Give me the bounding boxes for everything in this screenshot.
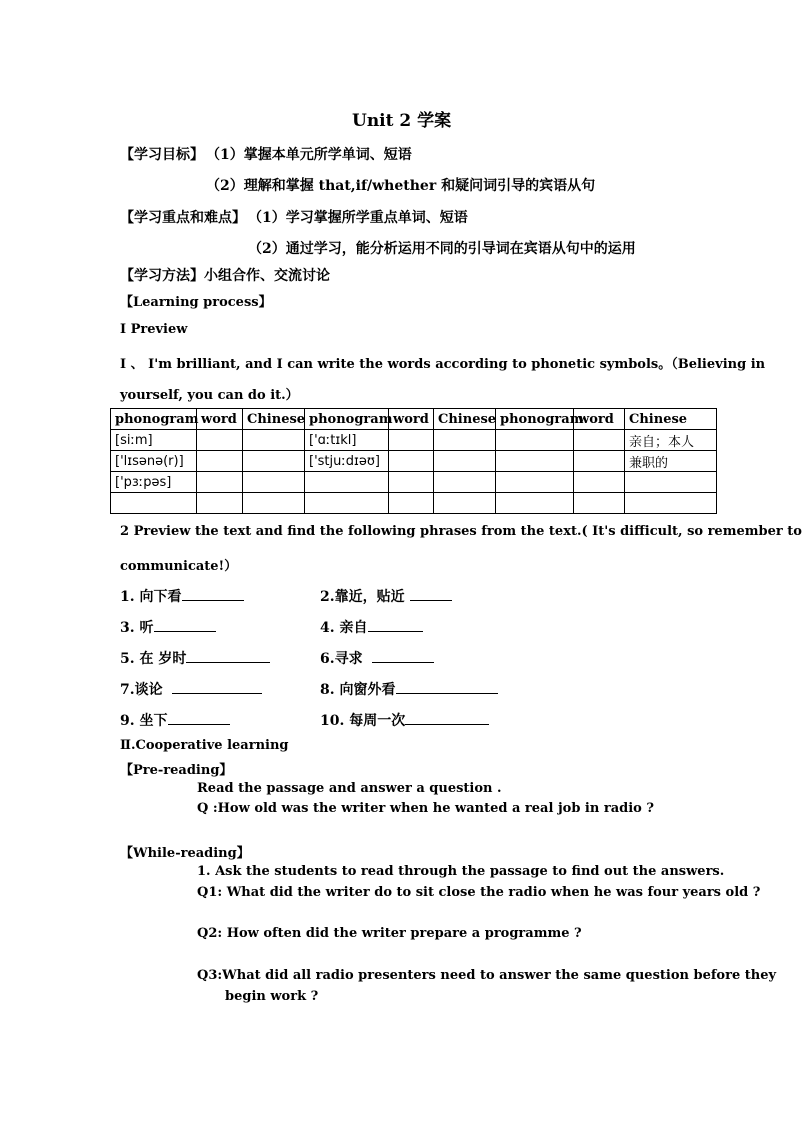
cooperative-learning-heading: Ⅱ.Cooperative learning [120, 738, 289, 753]
table-cell[interactable] [625, 493, 717, 514]
goals-label: 【学习目标】 [120, 147, 204, 163]
table-cell[interactable] [574, 430, 625, 451]
goals-item-1: （1）掌握本单元所学单词、短语 [206, 147, 412, 163]
phrase-label: 4. 亲自 [320, 620, 368, 636]
table-cell[interactable] [496, 430, 574, 451]
prereading-label: 【Pre-reading】 [120, 763, 233, 778]
table-cell[interactable] [625, 472, 717, 493]
answer-blank[interactable] [168, 712, 230, 725]
phrase-item [320, 679, 498, 699]
table-cell[interactable] [197, 493, 243, 514]
table-cell[interactable] [574, 493, 625, 514]
keypoints-item-1: （1）学习掌握所学重点单词、短语 [248, 210, 468, 226]
answer-blank[interactable] [405, 712, 489, 725]
table-cell[interactable] [574, 472, 625, 493]
table-cell: ['ɑːtɪkl] [305, 430, 389, 451]
table-header-cell: word [574, 409, 625, 430]
task1-line-1: Ⅰ 、 I'm brilliant, and I can write the words according to phonetic symbols。（Believing in [120, 357, 766, 372]
table-cell[interactable] [305, 493, 389, 514]
table-cell: 亲自；本人 [625, 430, 717, 451]
table-cell[interactable] [434, 493, 496, 514]
table-cell: [siːm] [111, 430, 197, 451]
table-header-cell: phonogram [305, 409, 389, 430]
question-q3-line-1: Q3:What did all radio presenters need to answer the same question before they [197, 968, 777, 983]
question-q2: Q2: How often did the writer prepare a programme ? [197, 926, 582, 941]
phonogram-table [110, 408, 717, 514]
table-row [111, 451, 717, 472]
table-row [111, 430, 717, 451]
prereading-question: Q :How old was the writer when he wanted a real job in radio ? [197, 801, 654, 816]
page-title: Unit 2 学案 [352, 111, 452, 131]
phrase-item [120, 617, 216, 637]
table-cell[interactable] [243, 472, 305, 493]
phrase-item [320, 648, 434, 668]
answer-blank[interactable] [410, 588, 452, 601]
table-cell[interactable] [305, 472, 389, 493]
table-header-cell: word [389, 409, 434, 430]
task2-line-1: 2 Preview the text and find the following phrases from the text.( It's difficult, so remember to [120, 524, 802, 539]
keypoints-item-2: （2）通过学习，能分析运用不同的引导词在宾语从句中的运用 [248, 241, 636, 257]
answer-blank[interactable] [172, 681, 262, 694]
task2-line-2: communicate!） [120, 559, 238, 574]
table-cell[interactable] [389, 472, 434, 493]
whilereading-label: 【While-reading】 [120, 846, 250, 861]
table-cell[interactable] [389, 430, 434, 451]
table-cell[interactable] [434, 451, 496, 472]
phrase-label: 10. 每周一次 [320, 713, 406, 729]
table-header-cell: phonogram [111, 409, 197, 430]
question-q1: Q1: What did the writer do to sit close the radio when he was four years old ? [197, 885, 761, 900]
table-cell[interactable] [243, 430, 305, 451]
phrase-item [320, 710, 489, 730]
table-cell[interactable] [389, 493, 434, 514]
table-cell[interactable] [434, 430, 496, 451]
table-cell[interactable] [389, 451, 434, 472]
answer-blank[interactable] [396, 681, 498, 694]
table-cell[interactable] [496, 451, 574, 472]
table-header-cell: Chinese [434, 409, 496, 430]
learning-process-heading: 【Learning process】 [120, 295, 272, 310]
phrase-label: 2.靠近，贴近 [320, 589, 405, 605]
table-header-cell: Chinese [243, 409, 305, 430]
goals-item-2: （2）理解和掌握 that,if/whether 和疑问词引导的宾语从句 [206, 178, 596, 194]
table-cell[interactable] [197, 472, 243, 493]
phrase-label: 6.寻求 [320, 651, 363, 667]
prereading-line-1: Read the passage and answer a question . [197, 781, 502, 796]
method-line: 【学习方法】小组合作、交流讨论 [120, 268, 330, 284]
phrase-label: 3. 听 [120, 620, 154, 636]
phrase-item [320, 617, 423, 637]
phrase-label: 5. 在 岁时 [120, 651, 187, 667]
phrase-label: 9. 坐下 [120, 713, 168, 729]
table-cell[interactable] [197, 430, 243, 451]
answer-blank[interactable] [186, 650, 270, 663]
whilereading-line-1: 1. Ask the students to read through the passage to find out the answers. [197, 864, 725, 879]
answer-blank[interactable] [372, 650, 434, 663]
phrase-item [320, 586, 452, 606]
table-row [111, 493, 717, 514]
phrase-item [120, 648, 270, 668]
table-cell[interactable] [496, 472, 574, 493]
phrase-item [120, 710, 230, 730]
keypoints-label: 【学习重点和难点】 [120, 210, 246, 226]
table-cell[interactable] [111, 493, 197, 514]
answer-blank[interactable] [182, 588, 244, 601]
table-row [111, 472, 717, 493]
table-header-cell: word [197, 409, 243, 430]
phrase-label: 1. 向下看 [120, 589, 182, 605]
table-header-cell: phonogram [496, 409, 574, 430]
question-q3-line-2: begin work ? [225, 989, 319, 1004]
answer-blank[interactable] [154, 619, 216, 632]
phrase-item [120, 679, 262, 699]
answer-blank[interactable] [368, 619, 423, 632]
table-cell: ['pɜːpəs] [111, 472, 197, 493]
table-cell[interactable] [197, 451, 243, 472]
phrase-item [120, 586, 244, 606]
table-header-row [111, 409, 717, 430]
table-cell: 兼职的 [625, 451, 717, 472]
phrase-label: 7.谈论 [120, 682, 163, 698]
table-cell[interactable] [496, 493, 574, 514]
table-cell[interactable] [434, 472, 496, 493]
table-cell[interactable] [243, 493, 305, 514]
task1-line-2: yourself, you can do it.） [120, 388, 299, 403]
table-cell: ['lɪsənə(r)] [111, 451, 197, 472]
table-header-cell: Chinese [625, 409, 717, 430]
table-cell: ['stjuːdɪəʊ] [305, 451, 389, 472]
table-cell[interactable] [574, 451, 625, 472]
phrase-label: 8. 向窗外看 [320, 682, 396, 698]
table-cell[interactable] [243, 451, 305, 472]
preview-heading: Ⅰ Preview [120, 322, 188, 337]
